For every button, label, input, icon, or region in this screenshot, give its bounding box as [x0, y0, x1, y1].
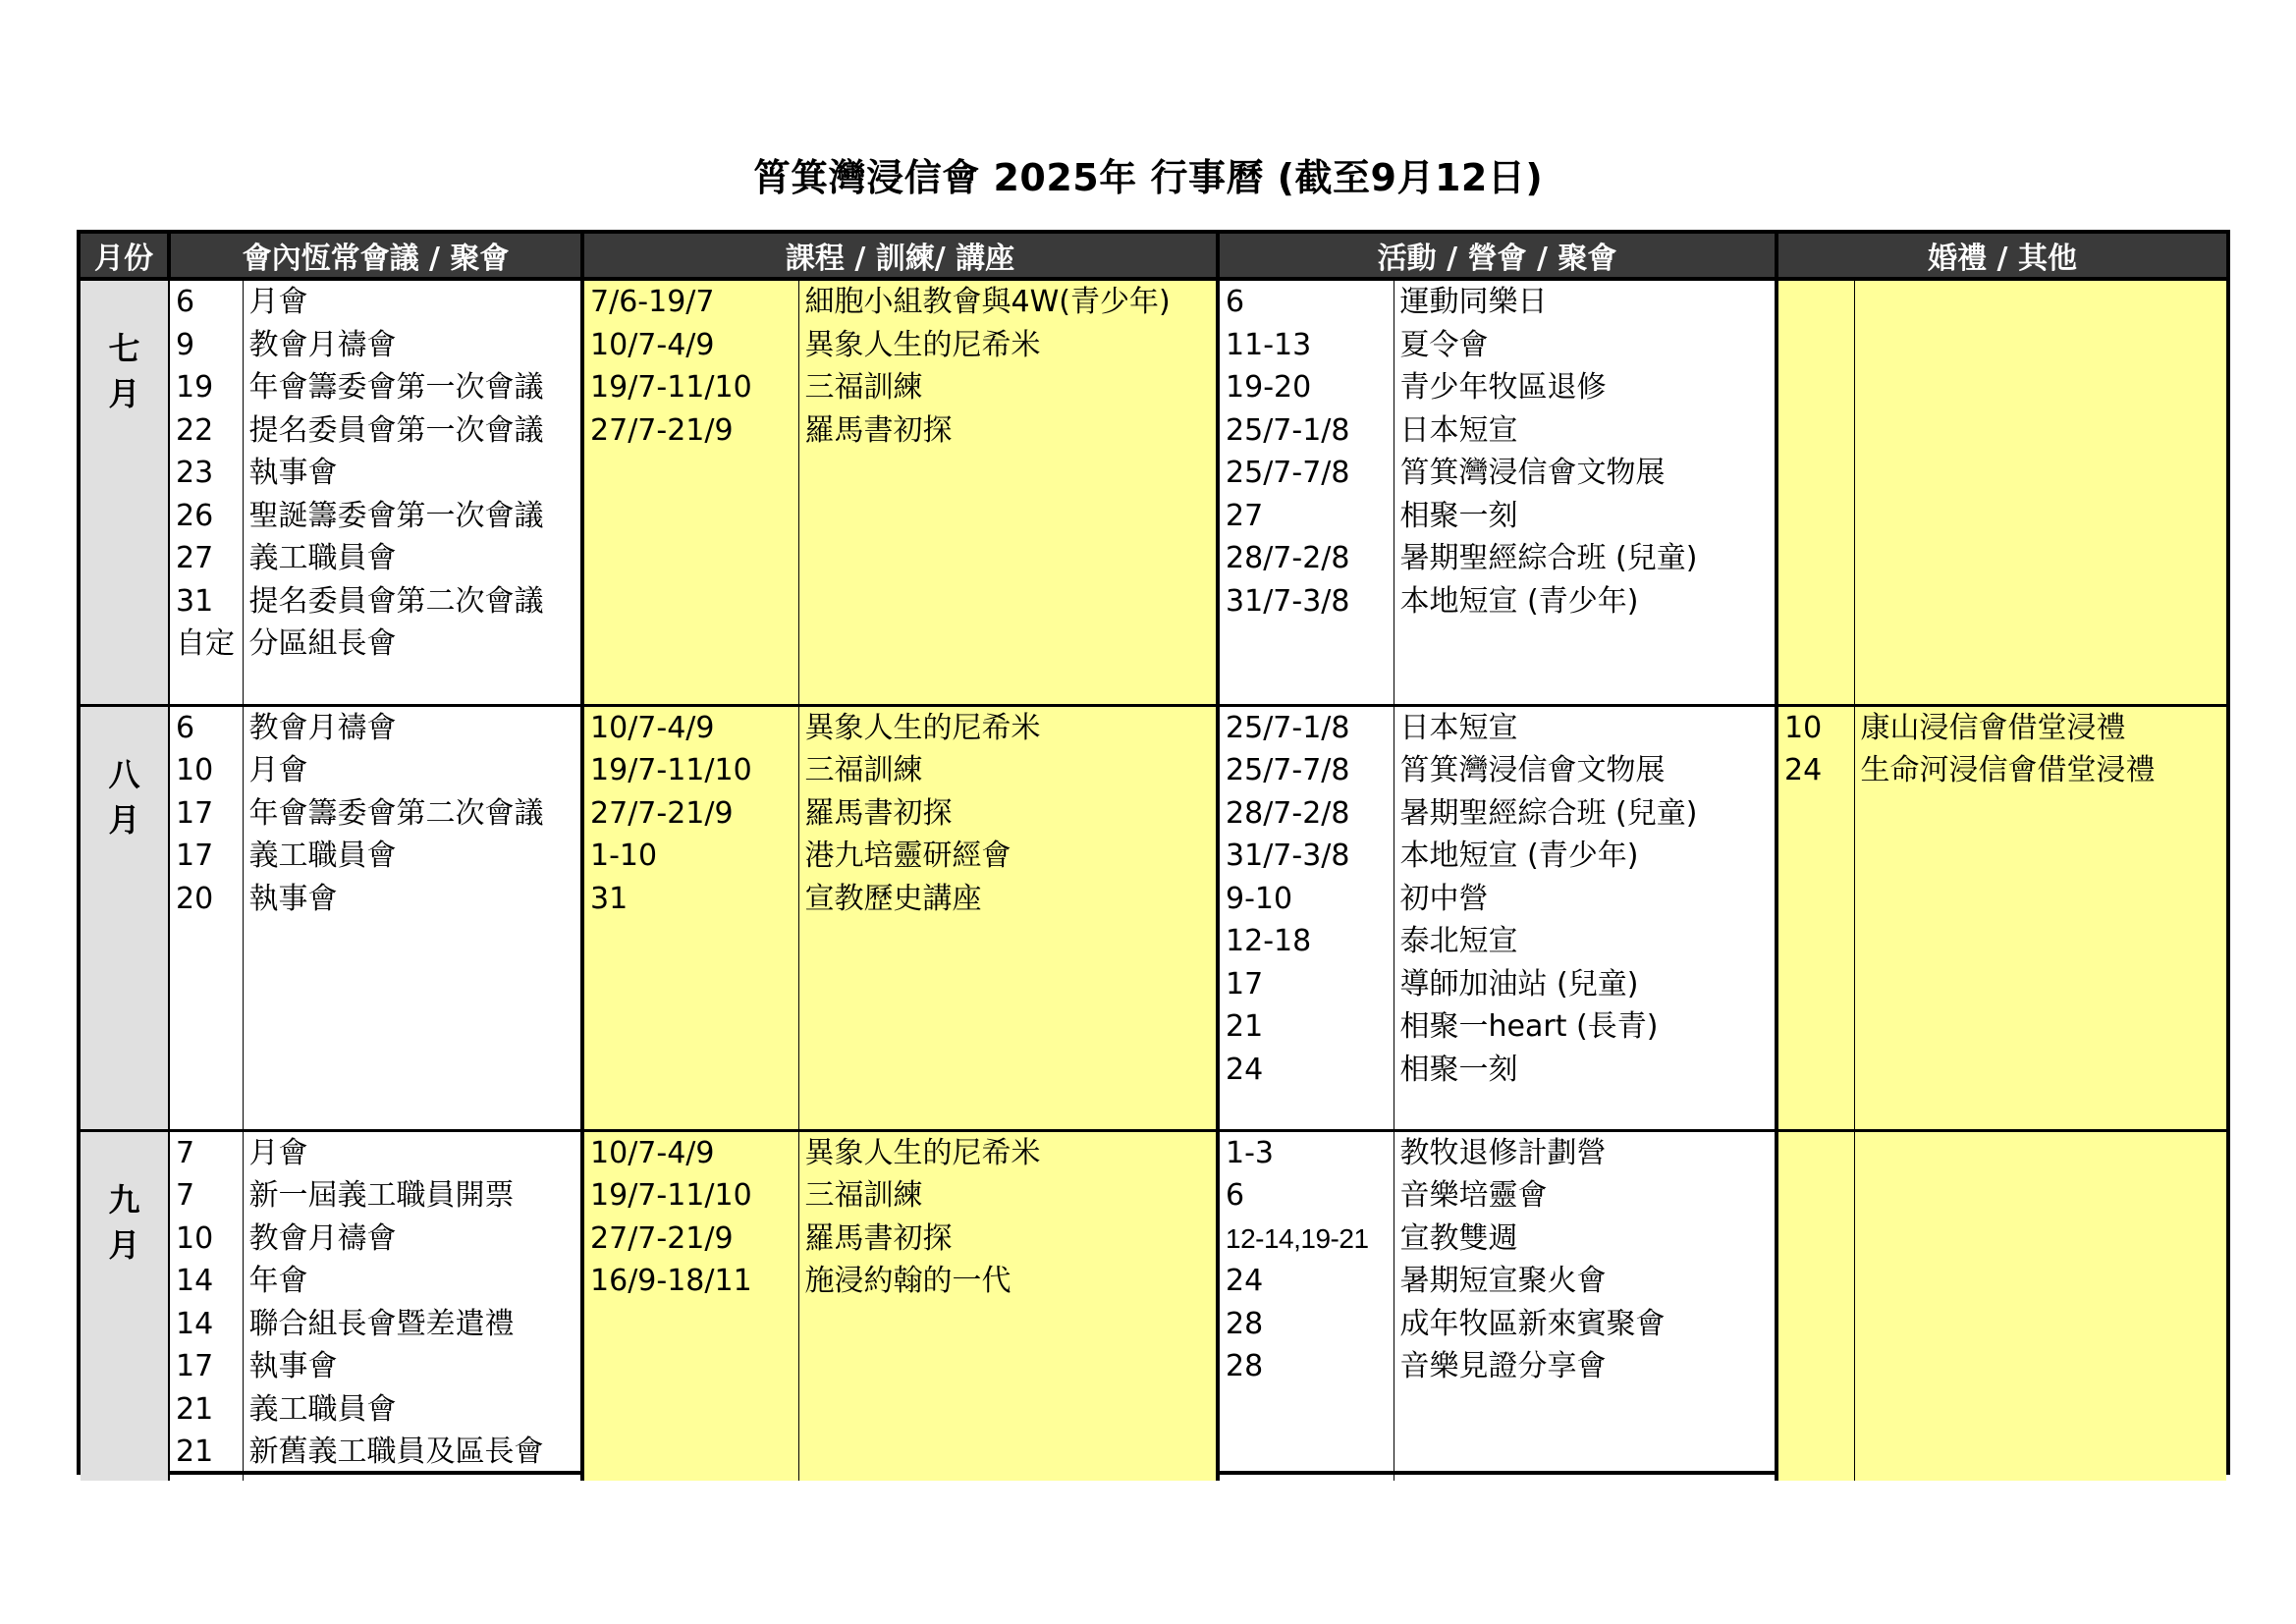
activities-date: 24: [1226, 1264, 1264, 1298]
courses-date-cell: [582, 279, 798, 705]
activities-date: 17: [1226, 966, 1264, 1001]
courses-event: 三福訓練: [804, 370, 923, 405]
header-courses: 課程 / 訓練/ 講座: [582, 234, 1218, 279]
weddings-date-cell: [1777, 279, 1854, 705]
meetings-event: 聯合組長會暨差遣禮: [248, 1306, 515, 1341]
activities-date: 1-3: [1226, 1135, 1275, 1170]
activities-date-cell: [1218, 279, 1394, 705]
meetings-event: 年會: [248, 1264, 308, 1298]
meetings-event: 月會: [248, 1135, 308, 1170]
courses-date: 1-10: [590, 839, 658, 873]
meetings-event: 執事會: [248, 881, 338, 916]
weddings-date: 24: [1784, 753, 1823, 787]
activities-event: 導師加油站 (兒童): [1399, 966, 1639, 1001]
courses-date: 31: [590, 881, 629, 916]
activities-date: 12-14,19-21: [1226, 1222, 1369, 1254]
meetings-event: 年會籌委會第一次會議: [248, 370, 544, 405]
courses-event: 異象人生的尼希米: [804, 710, 1041, 745]
weddings-event: 康山浸信會借堂浸禮: [1860, 710, 2126, 745]
meetings-date: 19: [176, 370, 214, 405]
month-char: 月: [108, 800, 140, 839]
courses-event: 羅馬書初探: [804, 412, 953, 448]
meetings-event: 提名委員會第一次會議: [248, 412, 544, 448]
month-label: [81, 279, 169, 705]
activities-date: 6: [1226, 285, 1245, 319]
meetings-event-cell: [243, 279, 582, 705]
weddings-event-cell: [1854, 279, 2226, 705]
activities-date: 28: [1226, 1306, 1264, 1341]
meetings-date: 21: [176, 1391, 214, 1427]
courses-event: 三福訓練: [804, 753, 923, 787]
courses-event: 異象人生的尼希米: [804, 1135, 1041, 1170]
courses-date: 27/7-21/9: [590, 1220, 734, 1256]
courses-date: 27/7-21/9: [590, 795, 734, 831]
month-char: 七: [108, 330, 140, 367]
activities-event-cell: [1394, 1130, 1777, 1481]
courses-date: 19/7-11/10: [590, 753, 752, 787]
courses-date-cell: [582, 1130, 798, 1481]
courses-date: 7/6-19/7: [590, 285, 715, 319]
meetings-event: 新一屆義工職員開票: [248, 1178, 515, 1213]
month-row: [81, 1130, 2226, 1481]
courses-date: 10/7-4/9: [590, 327, 715, 362]
meetings-event: 新舊義工職員及區長會: [248, 1435, 544, 1469]
activities-event: 教牧退修計劃營: [1399, 1135, 1607, 1170]
courses-event: 羅馬書初探: [804, 1220, 953, 1256]
activities-date: 31/7-3/8: [1226, 583, 1350, 619]
activities-date-cell: [1218, 1130, 1394, 1481]
courses-date: 10/7-4/9: [590, 710, 715, 745]
meetings-event-cell: [243, 1130, 582, 1481]
activities-event: 初中營: [1399, 881, 1489, 916]
meetings-event: 分區組長會: [248, 626, 397, 661]
meetings-date: 6: [176, 285, 195, 319]
courses-event: 港九培靈研經會: [804, 839, 1011, 873]
meetings-date: 14: [176, 1264, 214, 1298]
meetings-event-cell: [243, 705, 582, 1130]
meetings-date: 6: [176, 710, 195, 745]
meetings-date: 10: [176, 1220, 214, 1256]
activities-date: 28/7-2/8: [1226, 541, 1350, 575]
weddings-date-cell: [1777, 705, 1854, 1130]
courses-date: 27/7-21/9: [590, 412, 734, 448]
activities-event: 成年牧區新來賓聚會: [1399, 1306, 1666, 1341]
meetings-event: 義工職員會: [248, 541, 397, 575]
activities-event: 音樂培靈會: [1399, 1178, 1548, 1213]
activities-date: 25/7-1/8: [1226, 412, 1350, 448]
activities-event: 本地短宣 (青少年): [1399, 583, 1639, 619]
header-activities: 活動 / 營會 / 聚會: [1218, 234, 1777, 279]
meetings-event: 教會月禱會: [248, 710, 397, 745]
month-row: [81, 279, 2226, 705]
meetings-date: 31: [176, 583, 214, 619]
page-title: 筲箕灣浸信會 2025年 行事曆 (截至9月12日): [752, 156, 1544, 199]
courses-date-cell: [582, 705, 798, 1130]
month-char: 月: [108, 375, 140, 412]
activities-date: 31/7-3/8: [1226, 839, 1350, 873]
meetings-date-cell: [169, 705, 243, 1130]
activities-date: 6: [1226, 1178, 1245, 1213]
meetings-event: 月會: [248, 285, 308, 319]
month-row: [81, 705, 2226, 1130]
courses-date: 19/7-11/10: [590, 1178, 752, 1213]
activities-event: 日本短宣: [1399, 412, 1518, 448]
activities-event: 日本短宣: [1399, 710, 1518, 745]
meetings-event: 年會籌委會第二次會議: [248, 795, 544, 831]
activities-event: 宣教雙週: [1399, 1220, 1518, 1256]
courses-event-cell: [798, 279, 1218, 705]
activities-event: 暑期短宣聚火會: [1399, 1264, 1607, 1298]
month-label: [81, 1130, 169, 1481]
activities-date: 24: [1226, 1052, 1264, 1087]
courses-event-cell: [798, 1130, 1218, 1481]
activities-date: 19-20: [1226, 370, 1312, 405]
activities-date: 25/7-7/8: [1226, 456, 1350, 490]
meetings-date-cell: [169, 279, 243, 705]
meetings-event: 執事會: [248, 1349, 338, 1383]
courses-event: 細胞小組教會與4W(青少年): [804, 285, 1171, 319]
weddings-event: 生命河浸信會借堂浸禮: [1860, 753, 2156, 787]
weddings-date: 10: [1784, 710, 1823, 745]
activities-date: 28: [1226, 1349, 1264, 1383]
courses-event: 羅馬書初探: [804, 795, 953, 831]
meetings-event: 月會: [248, 753, 308, 787]
meetings-date: 14: [176, 1306, 214, 1341]
courses-date: 10/7-4/9: [590, 1135, 715, 1170]
meetings-date: 17: [176, 795, 214, 831]
activities-event-cell: [1394, 279, 1777, 705]
activities-event: 暑期聖經綜合班 (兒童): [1399, 795, 1698, 831]
courses-event: 異象人生的尼希米: [804, 327, 1041, 362]
meetings-date: 21: [176, 1435, 214, 1469]
activities-date: 25/7-1/8: [1226, 710, 1350, 745]
activities-event: 本地短宣 (青少年): [1399, 839, 1639, 873]
meetings-date: 26: [176, 498, 214, 533]
activities-event: 相聚一刻: [1399, 1052, 1518, 1087]
activities-event: 相聚一刻: [1399, 498, 1518, 533]
activities-date: 28/7-2/8: [1226, 795, 1350, 831]
activities-date: 27: [1226, 498, 1264, 533]
month-char: 八: [108, 755, 140, 793]
meetings-event: 聖誕籌委會第一次會議: [248, 498, 544, 533]
meetings-date: 自定: [176, 626, 235, 661]
meetings-event: 義工職員會: [248, 839, 397, 873]
month-label: [81, 705, 169, 1130]
meetings-date: 7: [176, 1135, 195, 1170]
header-weddings: 婚禮 / 其他: [1777, 234, 2226, 279]
activities-date: 9-10: [1226, 881, 1293, 916]
courses-date: 16/9-18/11: [590, 1264, 752, 1298]
activities-date: 12-18: [1226, 924, 1312, 958]
activities-event: 運動同樂日: [1399, 285, 1548, 319]
activities-date: 25/7-7/8: [1226, 753, 1350, 787]
activities-event: 筲箕灣浸信會文物展: [1399, 456, 1666, 490]
meetings-date: 20: [176, 881, 214, 916]
activities-event: 泰北短宣: [1399, 924, 1518, 958]
meetings-date: 7: [176, 1178, 195, 1213]
weddings-event-cell: [1854, 705, 2226, 1130]
weddings-date-cell: [1777, 1130, 1854, 1481]
activities-event: 暑期聖經綜合班 (兒童): [1399, 541, 1698, 575]
activities-date-cell: [1218, 705, 1394, 1130]
meetings-date: 9: [176, 327, 195, 362]
activities-date: 11-13: [1226, 327, 1312, 362]
activities-event: 青少年牧區退修: [1399, 370, 1607, 405]
activities-event: 音樂見證分享會: [1399, 1349, 1607, 1383]
meetings-date: 17: [176, 1349, 214, 1383]
meetings-date: 22: [176, 412, 214, 448]
courses-event: 施浸約翰的一代: [804, 1264, 1011, 1298]
calendar-table: [77, 230, 2230, 1475]
meetings-date-cell: [169, 1130, 243, 1481]
meetings-event: 義工職員會: [248, 1391, 397, 1427]
weddings-event-cell: [1854, 1130, 2226, 1481]
meetings-event: 教會月禱會: [248, 327, 397, 362]
activities-event: 夏令會: [1399, 327, 1489, 362]
meetings-date: 27: [176, 541, 214, 575]
activities-event: 筲箕灣浸信會文物展: [1399, 753, 1666, 787]
meetings-date: 23: [176, 456, 214, 490]
activities-date: 21: [1226, 1009, 1264, 1044]
activities-event-cell: [1394, 705, 1777, 1130]
courses-event: 宣教歷史講座: [804, 881, 982, 916]
courses-date: 19/7-11/10: [590, 370, 752, 405]
activities-event: 相聚一heart (長青): [1399, 1009, 1659, 1044]
meetings-date: 10: [176, 753, 214, 787]
meetings-event: 執事會: [248, 456, 338, 490]
meetings-date: 17: [176, 839, 214, 873]
month-char: 九: [108, 1180, 140, 1218]
meetings-event: 提名委員會第二次會議: [248, 583, 544, 619]
courses-event-cell: [798, 705, 1218, 1130]
meetings-event: 教會月禱會: [248, 1220, 397, 1256]
header-meetings: 會內恆常會議 / 聚會: [169, 234, 582, 279]
month-char: 月: [108, 1225, 140, 1264]
courses-event: 三福訓練: [804, 1178, 923, 1213]
header-month: 月份: [81, 234, 169, 279]
